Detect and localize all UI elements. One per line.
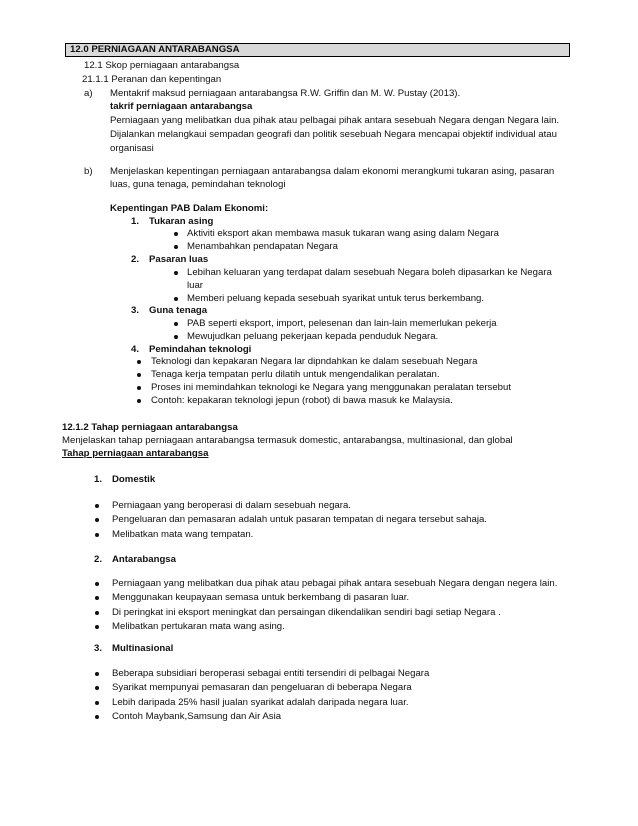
list-item: Di peringkat ini eksport meningkat dan persaingan dikendalikan sendiri bagi setiap Negara .	[112, 607, 501, 618]
list-item: Lebih daripada 25% hasil jualan syarikat adalah daripada negara luar.	[112, 697, 409, 708]
list-item: Perniagaan yang melibatkan dua pihak atau pebagai pihak antara sesebuah Negara dengan negera lain.	[112, 578, 558, 589]
list-item: Tenaga kerja tempatan perlu dilatih untuk mengendalikan peralatan.	[151, 369, 440, 380]
list-item: Melibatkan mata wang tempatan.	[112, 529, 254, 540]
list-item: Menggunakan keupayaan semasa untuk berkembang di pasaran luar.	[112, 592, 410, 603]
list-item: PAB seperti eksport, import, pelesenan dan lain-lain memerlukan pekerja	[187, 318, 497, 329]
bullet-icon	[95, 518, 99, 522]
list-item: Beberapa subsidiari beroperasi sebagai entiti tersendiri di pelbagai Negara	[112, 668, 430, 679]
list-item-continuation: luar	[187, 280, 203, 291]
kepentingan-item-title: Pemindahan teknologi	[149, 344, 252, 355]
list-item: Lebihan keluaran yang terdapat dalam sesebuah Negara boleh dipasarkan ke Negara	[187, 267, 552, 278]
item-b-line: luas, guna tenaga, pemindahan teknologi	[110, 179, 286, 190]
bullet-icon	[95, 686, 99, 690]
bullet-icon	[174, 271, 178, 275]
bullet-icon	[95, 701, 99, 705]
subsection-12-1: 12.1 Skop perniagaan antarabangsa	[84, 60, 240, 71]
list-item: Mewujudkan peluang pekerjaan kepada penduduk Negara.	[187, 331, 439, 342]
list-item: Perniagaan yang beroperasi di dalam sesebuah negara.	[112, 500, 351, 511]
bullet-icon	[137, 360, 141, 364]
tahap-heading: Tahap perniagaan antarabangsa	[62, 448, 209, 459]
list-item: Pengeluaran dan pemasaran adalah untuk pasaran tempatan di negara tersebut sahaja.	[112, 514, 487, 525]
bullet-icon	[95, 625, 99, 629]
section-title: 12.0 PERNIAGAAN ANTARABANGSA	[65, 43, 570, 57]
item-b-marker: b)	[84, 166, 93, 177]
bullet-icon	[174, 297, 178, 301]
list-number: 2.	[94, 554, 103, 565]
bullet-icon	[174, 245, 178, 249]
tahap-item-title: Antarabangsa	[112, 554, 176, 565]
bullet-icon	[174, 232, 178, 236]
bullet-icon	[137, 399, 141, 403]
list-item: Contoh: kepakaran teknologi jepun (robot) di bawa masuk ke Malaysia.	[151, 395, 453, 406]
bullet-icon	[174, 322, 178, 326]
list-item: Melibatkan pertukaran mata wang asing.	[112, 621, 285, 632]
item-a-text: Mentakrif maksud perniagaan antarabangsa R.W. Griffin dan M. W. Pustay (2013).	[110, 88, 461, 99]
list-item: Menambahkan pendapatan Negara	[187, 241, 338, 252]
bullet-icon	[95, 672, 99, 676]
bullet-icon	[95, 596, 99, 600]
list-number: 1.	[131, 216, 140, 227]
bullet-icon	[95, 611, 99, 615]
bullet-icon	[137, 373, 141, 377]
bullet-icon	[95, 504, 99, 508]
kepentingan-heading: Kepentingan PAB Dalam Ekonomi:	[110, 203, 269, 214]
item-a-marker: a)	[84, 88, 93, 99]
item-b-line: Menjelaskan kepentingan perniagaan antarabangsa dalam ekonomi merangkumi tukaran asing, pasaran	[110, 166, 555, 177]
takrif-line: Dijalankan melangkaui sempadan geografi dan politik sesebuah Negara mencapai objektif individual atau	[110, 129, 557, 140]
kepentingan-item-title: Tukaran asing	[149, 216, 214, 227]
kepentingan-item-title: Guna tenaga	[149, 305, 208, 316]
list-number: 2.	[131, 254, 140, 265]
subsection-text: Menjelaskan tahap perniagaan antarabangsa termasuk domestic, antarabangsa, multinasional, dan global	[62, 435, 513, 446]
takrif-line: organisasi	[110, 143, 154, 154]
tahap-item-title: Multinasional	[112, 643, 174, 654]
bullet-icon	[137, 386, 141, 390]
bullet-icon	[95, 533, 99, 537]
list-number: 3.	[131, 305, 140, 316]
list-number: 4.	[131, 344, 140, 355]
list-item: Aktiviti eksport akan membawa masuk tukaran wang asing dalam Negara	[187, 228, 499, 239]
subsection-21-1-1: 21.1.1 Peranan dan kepentingan	[82, 74, 222, 85]
list-item: Proses ini memindahkan teknologi ke Negara yang menggunakan peralatan tersebut	[151, 382, 511, 393]
tahap-item-title: Domestik	[112, 474, 156, 485]
bullet-icon	[95, 582, 99, 586]
bullet-icon	[174, 335, 178, 339]
kepentingan-item-title: Pasaran luas	[149, 254, 209, 265]
subsection-12-1-2: 12.1.2 Tahap perniagaan antarabangsa	[62, 422, 238, 433]
list-number: 1.	[94, 474, 103, 485]
list-item: Teknologi dan kepakaran Negara lar dipndahkan ke dalam sesebuah Negara	[151, 356, 478, 367]
list-item: Contoh Maybank,Samsung dan Air Asia	[112, 711, 282, 722]
bullet-icon	[95, 715, 99, 719]
list-number: 3.	[94, 643, 103, 654]
list-item: Memberi peluang kepada sesebuah syarikat untuk terus berkembang.	[187, 293, 485, 304]
takrif-line: Perniagaan yang melibatkan dua pihak atau pelbagai pihak antara sesebuah Negara dengan Negara lain.	[110, 115, 560, 126]
takrif-heading: takrif perniagaan antarabangsa	[110, 101, 253, 112]
list-item: Syarikat mempunyai pemasaran dan pengeluaran di beberapa Negara	[112, 682, 412, 693]
